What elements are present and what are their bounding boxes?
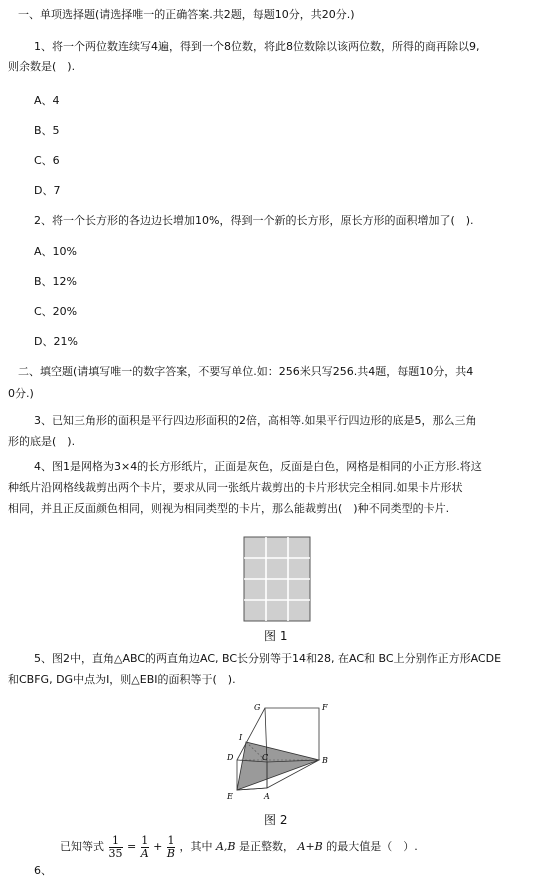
q6-expr: A+B [297, 840, 323, 853]
q6-frac2-num: 1 [141, 833, 149, 847]
q5-line1: 5、图2中，直角△ABC的两直角边AC, BC长分别等于14和28, 在AC和 BC上分别作正方形ACDE [34, 652, 502, 665]
q6-mid2: 是正整数， [239, 840, 295, 853]
q1-option-c: C、6 [34, 154, 60, 167]
q3-line2: 形的底是( ). [8, 435, 76, 448]
q2-line1: 2、将一个长方形的各边边长增加10%，得到一个新的长方形，原长方形的面积增加了( ). [34, 214, 474, 227]
label-c: C [262, 753, 269, 762]
label-f: F [322, 703, 328, 712]
q6-mid: ，其中 [179, 840, 213, 853]
section2-header-line2: 0分.) [8, 387, 34, 400]
q4-line2: 种纸片沿网格线裁剪出两个卡片，要求从同一张纸片裁剪出的卡片形状完全相同.如果卡片形状 [8, 481, 463, 494]
q6-fraction-1-b [167, 835, 175, 860]
q6-equals: = [127, 840, 137, 853]
section2-header-line1: 二、填空题(请填写唯一的数字答案，不要写单位.如：256米只写256.共4题，每题10分，共4 [18, 365, 474, 378]
q6-equation-line [60, 832, 418, 862]
figure2-caption: 图 2 [264, 813, 288, 827]
q6-frac1-num: 1 [112, 833, 119, 847]
q6-frac2-den: A [140, 846, 149, 860]
q1-option-a: A、4 [34, 94, 60, 107]
q6-frac3-num: 1 [167, 833, 175, 847]
q6-frac3-den: B [166, 846, 175, 860]
q6-suffix: 的最大值是（ ）. [326, 840, 418, 853]
q1-option-b: B、5 [34, 124, 60, 137]
figure1-grid [243, 536, 311, 622]
label-g: G [254, 703, 261, 712]
q2-option-b: B、12% [34, 275, 77, 288]
q1-line1: 1、将一个两位数连续写4遍，得到一个8位数，将此8位数除以该两位数，所得的商再除以9, [34, 40, 480, 53]
figure2-diagram [222, 700, 342, 808]
q2-option-a: A、10% [34, 245, 77, 258]
q2-option-d: D、21% [34, 335, 78, 348]
label-a: A [264, 792, 270, 801]
q1-option-d: D、7 [34, 184, 61, 197]
q6-fraction-1-a [141, 835, 149, 860]
q2-option-c: C、20% [34, 305, 78, 318]
label-d: D [227, 753, 234, 762]
label-i: I [239, 733, 243, 742]
q6-fraction-1-35 [109, 835, 123, 860]
q6-frac1-den: 35 [108, 846, 123, 860]
label-e: E [227, 792, 233, 801]
label-b: B [322, 756, 328, 765]
q6-number: 6、 [34, 864, 52, 877]
q6-vars: A,B [215, 840, 236, 853]
q6-prefix: 已知等式 [60, 840, 104, 853]
section1-header: 一、单项选择题(请选择唯一的正确答案.共2题，每题10分，共20分.) [18, 8, 355, 21]
q3-line1: 3、已知三角形的面积是平行四边形面积的2倍，高相等.如果平行四边形的底是5，那么三角 [34, 414, 477, 427]
q1-line2: 则余数是( ). [8, 60, 76, 73]
q5-line2: 和CBFG, DG中点为I，则△EBI的面积等于( ). [8, 673, 236, 686]
q4-line3: 相同，并且正反面颜色相同，则视为相同类型的卡片，那么能裁剪出( )种不同类型的卡片. [8, 502, 450, 515]
q6-plus: + [153, 840, 163, 853]
q4-line1: 4、图1是网格为3×4的长方形纸片，正面是灰色，反面是白色，网格是相同的小正方形.将这 [34, 460, 482, 473]
figure1-caption: 图 1 [264, 629, 288, 643]
